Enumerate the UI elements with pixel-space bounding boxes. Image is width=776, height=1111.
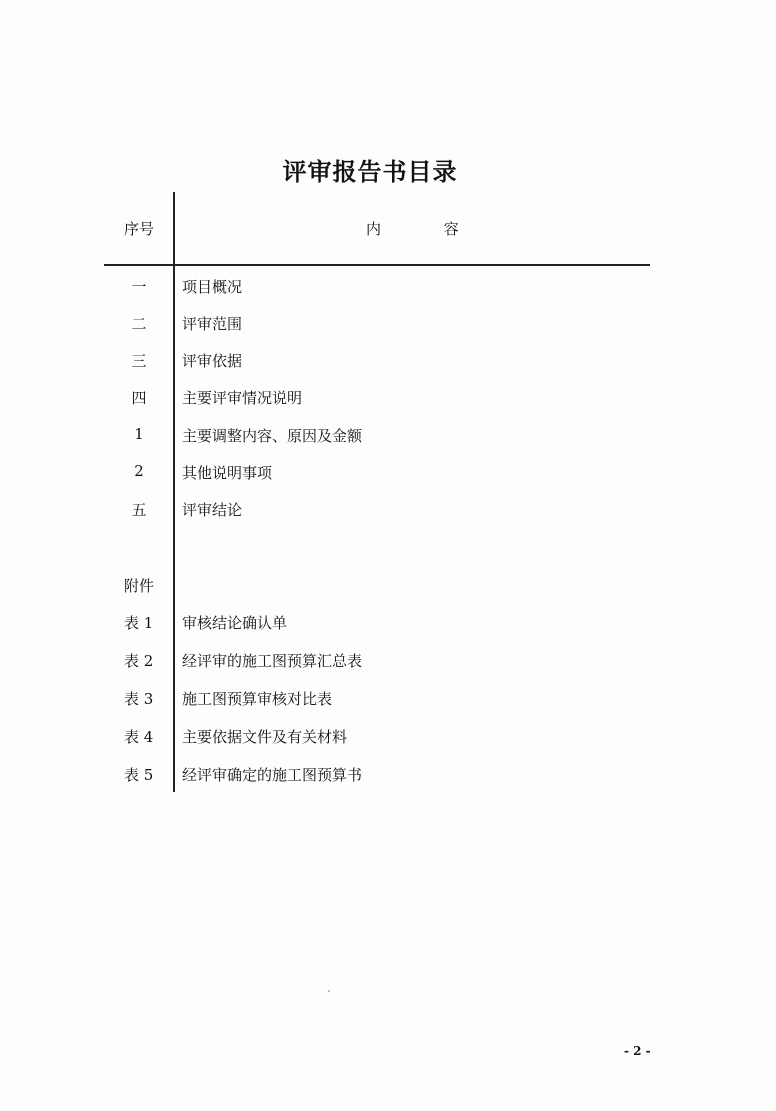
- toc-row-text: 评审范围: [182, 315, 243, 333]
- header-divider-horizontal: [104, 264, 650, 266]
- annex-row: [0, 764, 776, 786]
- annex-row-text: 经评审的施工图预算汇总表: [182, 652, 363, 670]
- document-title: 评审报告书目录: [282, 158, 458, 186]
- annex-row-number: 表 4: [124, 728, 154, 746]
- annex-row-number: 表 1: [124, 614, 154, 632]
- annex-heading-row: [0, 575, 776, 597]
- annex-row-number: 表 2: [124, 652, 154, 670]
- header-serial-number: 序号: [123, 220, 154, 238]
- toc-row: [0, 425, 776, 447]
- annex-heading: 附件: [124, 577, 155, 595]
- header-content: 内 容: [366, 220, 459, 238]
- toc-row: [0, 313, 776, 335]
- annex-row: [0, 688, 776, 710]
- annex-row: [0, 650, 776, 672]
- toc-row-text: 主要调整内容、原因及金额: [182, 427, 363, 445]
- toc-row-number: 四: [131, 389, 147, 407]
- toc-row: [0, 387, 776, 409]
- toc-row: [0, 462, 776, 484]
- annex-row-text: 经评审确定的施工图预算书: [182, 766, 363, 784]
- toc-row-number: 二: [131, 315, 147, 333]
- toc-row-number: 三: [131, 352, 147, 370]
- annex-row: [0, 726, 776, 748]
- annex-row-number: 表 5: [124, 766, 154, 784]
- toc-row-number: 1: [134, 425, 144, 443]
- toc-row-number: 一: [131, 278, 147, 296]
- toc-row: [0, 499, 776, 521]
- toc-row: [0, 350, 776, 372]
- annex-row-text: 主要依据文件及有关材料: [182, 728, 348, 746]
- toc-row-text: 项目概况: [182, 278, 243, 296]
- toc-row-text: 主要评审情况说明: [182, 389, 303, 407]
- toc-row: [0, 276, 776, 298]
- annex-row-number: 表 3: [124, 690, 154, 708]
- toc-row-text: 其他说明事项: [182, 464, 273, 482]
- toc-row-text: 评审依据: [182, 352, 243, 370]
- scan-speck: [328, 990, 330, 992]
- annex-row-text: 施工图预算审核对比表: [182, 690, 333, 708]
- toc-row-number: 2: [134, 462, 144, 480]
- toc-row-number: 五: [131, 501, 147, 519]
- annex-row: [0, 612, 776, 634]
- toc-row-text: 评审结论: [182, 501, 243, 519]
- annex-row-text: 审核结论确认单: [182, 614, 288, 632]
- page-number: - 2 -: [624, 1044, 651, 1058]
